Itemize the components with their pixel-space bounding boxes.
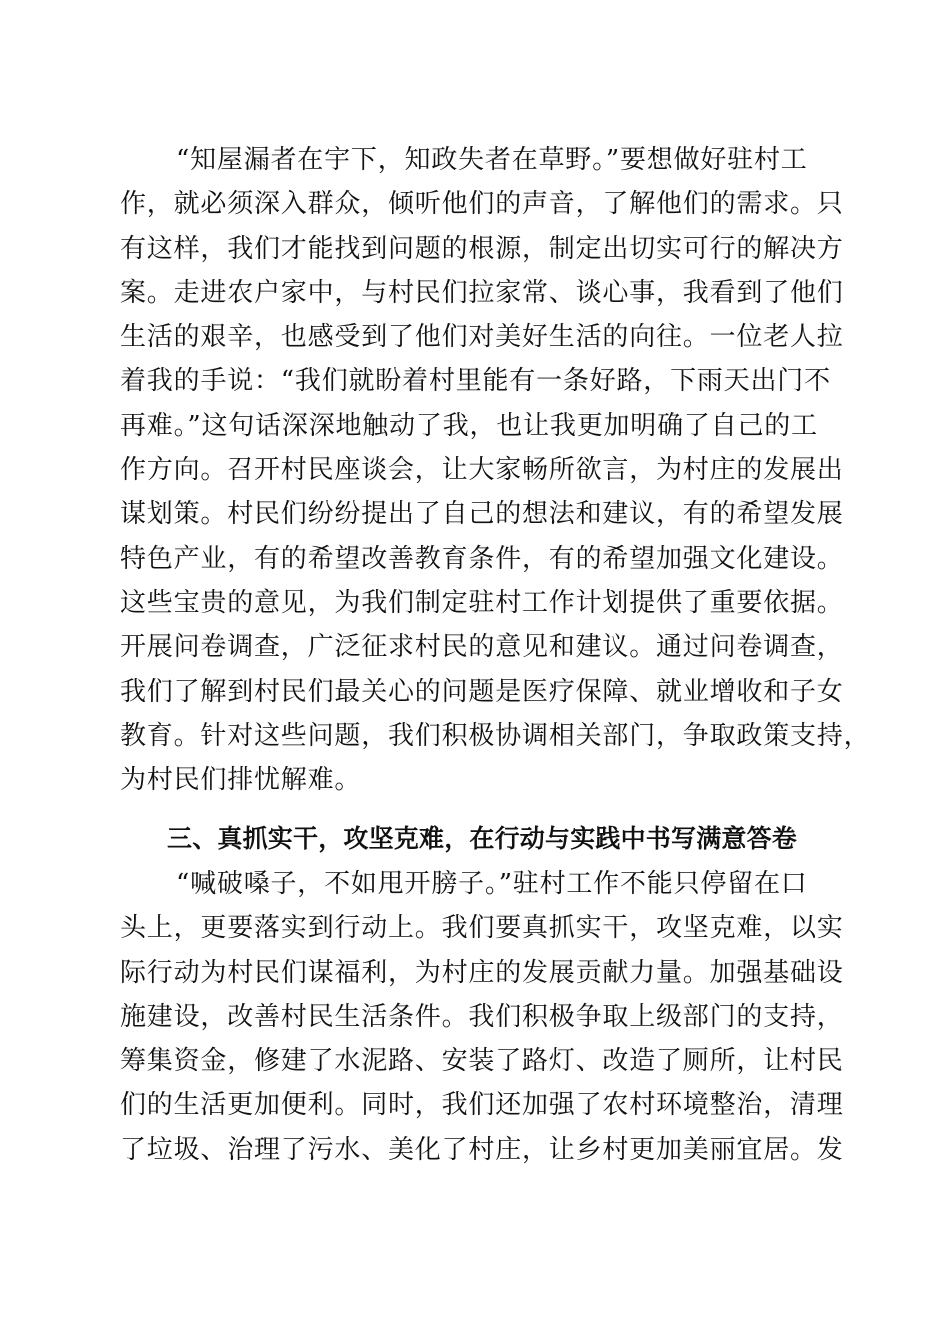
paragraph-village-needs	[120, 138, 871, 802]
text-line: 特色产业，有的希望改善教育条件，有的希望加强文化建设。	[120, 543, 844, 574]
text-line: 施建设，改善村民生活条件。我们积极争取上级部门的支持，	[120, 1001, 844, 1032]
text-line: 我们了解到村民们最关心的问题是医疗保障、就业增收和子女	[120, 676, 844, 707]
text-line: 开展问卷调查，广泛征求村民的意见和建议。通过问卷调查，	[120, 632, 844, 663]
text-line: “喊破嗓子，不如甩开膀子。”驻村工作不能只停留在口	[176, 869, 808, 899]
text-line: 生活的艰辛，也感受到了他们对美好生活的向往。一位老人拉	[120, 322, 844, 353]
paragraph-action-practice	[120, 862, 844, 1172]
text-line: 们的生活更加便利。同时，我们还加强了农村环境整治，清理	[120, 1090, 844, 1121]
text-line: 了垃圾、治理了污水、美化了村庄，让乡村更加美丽宜居。发	[120, 1134, 844, 1165]
text-line: 际行动为村民们谋福利，为村庄的发展贡献力量。加强基础设	[120, 957, 844, 988]
section-heading: 三、真抓实干，攻坚克难，在行动与实践中书写满意答卷	[167, 824, 798, 853]
text-line: 作，就必须深入群众，倾听他们的声音，了解他们的需求。只	[120, 189, 844, 220]
text-line: 谋划策。村民们纷纷提出了自己的想法和建议，有的希望发展	[120, 499, 844, 530]
text-line: “知屋漏者在宇下，知政失者在草野。”要想做好驻村工	[176, 145, 808, 175]
text-line: 再难。”这句话深深地触动了我，也让我更加明确了自己的工	[120, 410, 818, 441]
text-line: 有这样，我们才能找到问题的根源，制定出切实可行的解决方	[120, 233, 844, 264]
text-line: 头上，更要落实到行动上。我们要真抓实干，攻坚克难，以实	[120, 913, 844, 944]
text-line: 着我的手说：“我们就盼着村里能有一条好路，下雨天出门不	[120, 366, 831, 397]
text-line: 作方向。召开村民座谈会，让大家畅所欲言，为村庄的发展出	[120, 455, 844, 486]
text-line: 这些宝贵的意见，为我们制定驻村工作计划提供了重要依据。	[120, 587, 844, 618]
text-line: 为村民们排忧解难。	[120, 765, 362, 796]
text-line: 筹集资金，修建了水泥路、安装了路灯、改造了厕所，让村民	[120, 1046, 844, 1077]
text-line: 教育。针对这些问题，我们积极协调相关部门，争取政策支持，	[120, 720, 871, 751]
text-line: 案。走进农户家中，与村民们拉家常、谈心事，我看到了他们	[120, 277, 844, 308]
